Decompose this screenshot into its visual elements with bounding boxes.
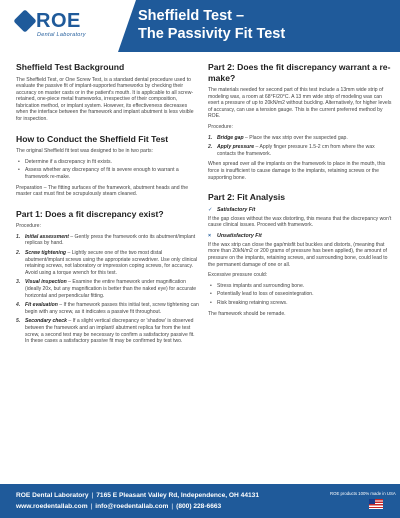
unsatisfactory-row: × Unsatisfactory Fit (208, 232, 262, 239)
us-flag-icon (369, 499, 383, 509)
procedure-label: Procedure: (208, 123, 233, 130)
preparation-text: Preparation – The fitting surfaces of the framework, abutment heads and the master cast must first be scrupulously steam cleaned. (16, 184, 189, 198)
part1-steps (16, 234, 200, 345)
address: 7165 E Pleasant Valley Rd, Independence, OH 44131 (96, 492, 259, 499)
conduct-intro: The original Sheffield fit test was designed to be in two parts: (16, 148, 153, 155)
spread-text: When spread over all the implants on the framework to place in the mouth, this force is insufficient to cause damage to the implants, retaining screws or the supporting bone. (208, 161, 386, 181)
list-item: 3. Visual inspection – Examine the entire framework under magnification (ideally 20x, but any magnification is better than the naked eye) for accurate horizontal and perpendicular fitting. (16, 279, 197, 299)
page-header (0, 0, 400, 52)
company-name: ROE Dental Laboratory (16, 492, 89, 499)
part2-text: The materials needed for second part of this test include a 13mm wide strip of modeling wax, a room at 68°F/20°C. A 13 mm wide strip of modeling wax can exert a pressure of up to 20kN/m2 without buckling. Alternatively, for higher levels of accuracy, can use a tension gauge. This is the current preferred method by ROE. (208, 87, 392, 120)
excessive-list (208, 283, 392, 307)
list-item: 1. Initial assessment – Gently press the framework onto its abutment/implant replicas by hand. (16, 233, 196, 247)
footer-contact-line: www.roedentallab.com | info@roedentallab.com | (800) 228-6663 (16, 503, 222, 510)
list-item: 1. Bridge gap – Place the wax strip over the suspected gap. (208, 134, 348, 141)
part2-steps (208, 135, 392, 158)
conduct-list (16, 159, 200, 181)
made-in-usa-text: ROE products 100% made in USA (330, 491, 396, 496)
list-item: • Determine if a discrepancy in fit exists. (16, 159, 200, 166)
part1-heading: Part 1: Does a fit discrepancy exist? (16, 208, 164, 219)
roe-logo (14, 8, 104, 44)
left-column (16, 62, 200, 349)
website-link[interactable]: www.roedentallab.com (16, 503, 88, 510)
check-icon: ✓ (208, 206, 213, 213)
list-item: • Assess whether any discrepancy of fit is severe enough to warrant a framework re-make. (16, 167, 200, 180)
list-item: 5. Secondary check – If a slight vertical discrepancy or 'shadow' is observed between the framework and an implant/ abutment replica far from the test screw, a second test may be necessary to confirm a satisfactory passive fit. In these cases a satisfactory passive fit may be confirmed by test two. (16, 318, 195, 345)
background-text: The Sheffield Test, or One Screw Test, is a standard dental procedure used to evaluate the passive fit of implant-supported frameworks by checking their accuracy on master casts or in the patient's mouth. It is applicable to all screw-retained, one-piece metal frameworks, irrespective of their composition, fabrication method, or implant system. However, its effectiveness decreases when the interface between the framework and implant abutment is less visible for inspection. (16, 76, 194, 123)
satisfactory-text: If the gap closes without the wax distorting, this means that the discrepancy won't cause clinical issues. Proceed with framework. (208, 215, 392, 229)
satisfactory-row: ✓ Satisfactory Fit (208, 206, 256, 213)
part2-heading: Part 2: Does the fit discrepancy warrant a re-make? (208, 62, 391, 83)
conduct-heading: How to Conduct the Sheffield Fit Test (16, 133, 169, 144)
remade-text: The framework should be remade. (208, 310, 286, 317)
page-title (138, 7, 285, 43)
procedure-label: Procedure: (16, 223, 41, 230)
email-link[interactable]: info@roedentallab.com (95, 503, 169, 510)
list-item: 2. Screw tightening – Lightly secure one of the two most distal abutment/implant screws using the appropriate screwdriver. Use only clinical retaining screws, not laboratory or impression coping screws, for accuracy. Avoid using a torque wrench for this test. (16, 250, 198, 276)
footer-address-line: ROE Dental Laboratory | 7165 E Pleasant Valley Rd, Independence, OH 44131 (16, 492, 259, 499)
list-item: 4. Fit evaluation – If the framework passes this initial test, screw tightening can begin with any screw, as it indicates a passive fit throughout. (16, 302, 199, 315)
phone-number[interactable]: (800) 228-6663 (176, 503, 222, 510)
logo-name: ROE (36, 10, 81, 32)
list-item: • Risk breaking retaining screws. (208, 300, 392, 307)
background-heading: Sheffield Test Background (16, 62, 125, 72)
list-item: 2. Apply pressure – Apply finger pressure 1.5-2 cm from where the wax contacts the framework. (208, 144, 375, 157)
right-column (208, 62, 392, 321)
page-footer (0, 484, 400, 518)
unsatisfactory-text: If the wax strip can close the gap/misfit but buckles and distorts, (meaning that more than 20kN/m2 or 200 grams of pressure has been applied), the amount of pressure on the implants, retaining screws, and surrounding bone, could lead to the permanent damage of one or all. (208, 241, 388, 268)
analysis-heading: Part 2: Fit Analysis (208, 192, 286, 203)
list-item: • Stress implants and surrounding bone. (208, 283, 392, 290)
cross-icon: × (208, 232, 212, 239)
list-item: • Potentially lead to loss of osseointegration. (208, 291, 392, 298)
title-line-1: Sheffield Test – (138, 8, 245, 24)
excessive-label: Excessive pressure could: (208, 272, 268, 279)
title-line-2: The Passivity Fit Test (138, 26, 286, 42)
logo-mark-icon (13, 9, 36, 32)
logo-subtitle: Dental Laboratory (37, 32, 86, 38)
